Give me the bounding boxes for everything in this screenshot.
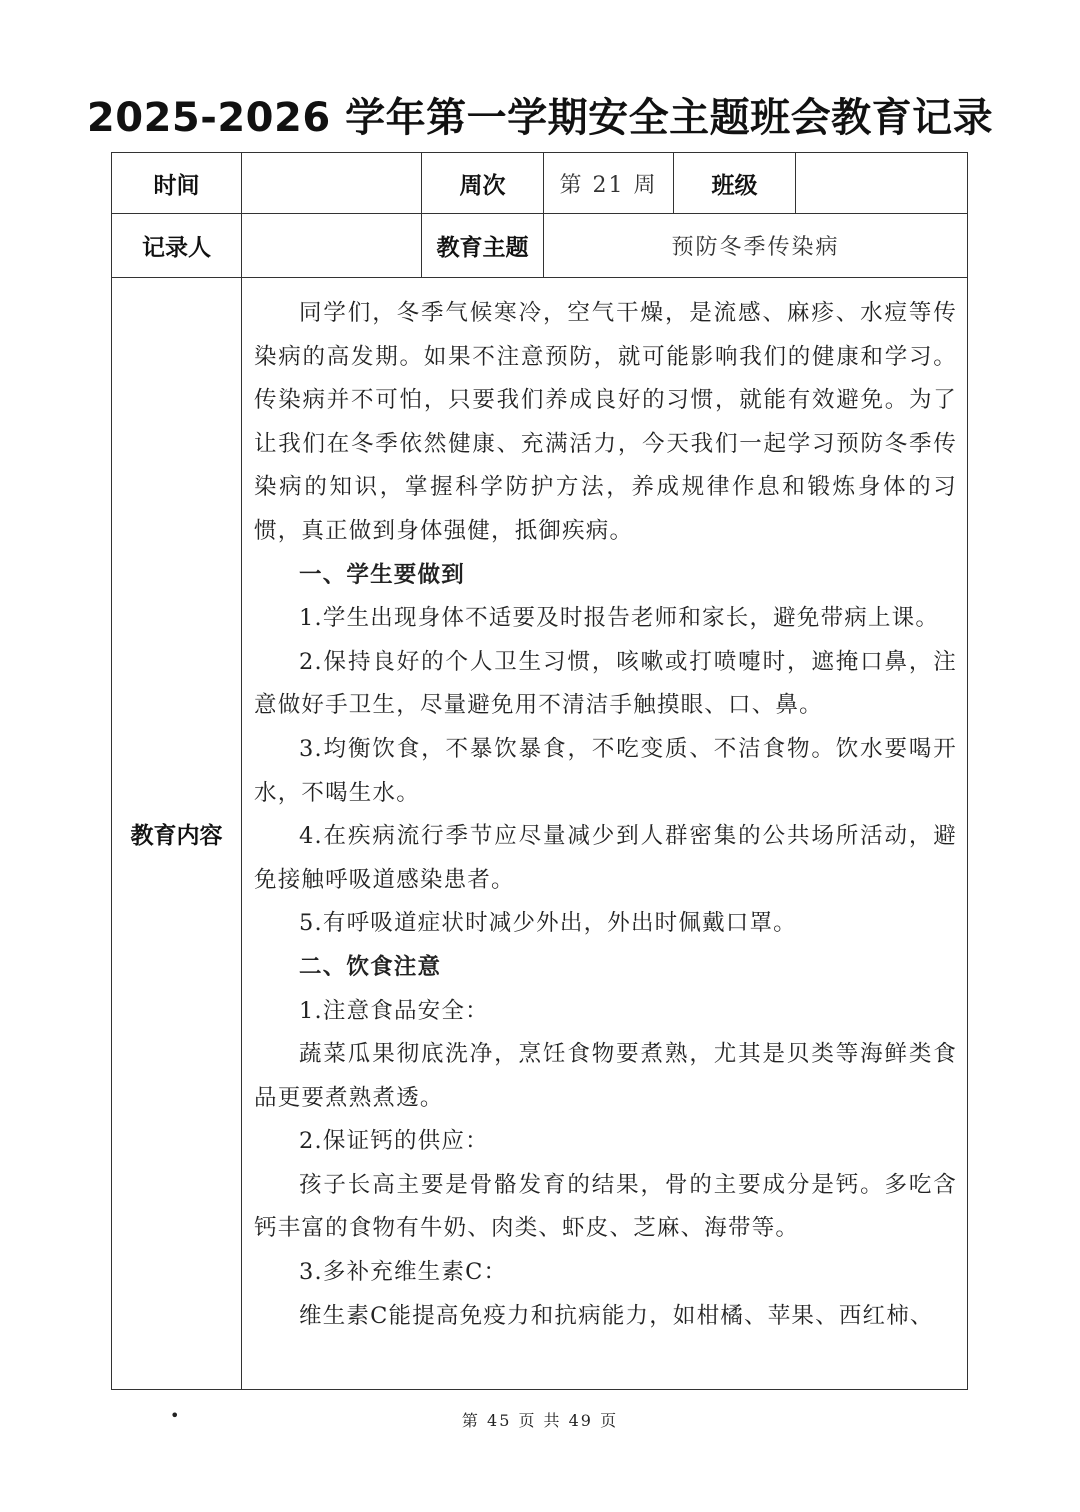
recorder-label: 记录人 [112,214,242,278]
content-paragraph: 1.注意食品安全： [299,997,489,1024]
content-paragraph: 2.保证钙的供应： [299,1128,489,1155]
theme-value[interactable]: 预防冬季传染病 [544,214,968,278]
content-paragraph: 同学们，冬季气候寒冷，空气干燥，是流感、麻疹、水痘等传染病的高发期。如果不注意预防，就可能影响我们的健康和学习。传染病并不可怕，只要我们养成良好的习惯，就能有效避免。为了让我们在冬季依然健康、充满活力，今天我们一起学习预防冬季传染病的知识，掌握科学防护方法，养成规律作息和锻炼身体的习惯，真正做到身体强健，抵御疾病。 [254,300,957,544]
table-row-time [112,153,968,214]
content-paragraph: 维生素C能提高免疫力和抗病能力，如柑橘、苹果、西红柿、 [299,1302,934,1329]
section-heading: 二、饮食注意 [299,953,442,980]
class-value[interactable] [796,153,968,214]
record-table [111,152,968,1390]
footer-bullet: • [170,1406,180,1425]
class-label: 班级 [674,153,796,214]
content-paragraph: 3.均衡饮食，不暴饮暴食，不吃变质、不洁食物。饮水要喝开水，不喝生水。 [254,735,957,806]
content-paragraph: 4.在疾病流行季节应尽量减少到人群密集的公共场所活动，避免接触呼吸道感染患者。 [254,823,957,893]
table-row-recorder [112,214,968,278]
content-body [242,278,967,1388]
content-paragraph: 3.多补充维生素C： [299,1259,508,1286]
week-value[interactable]: 第 21 周 [544,153,674,214]
time-value[interactable] [242,153,422,214]
page-number: 第 45 页 共 49 页 [461,1411,619,1430]
content-cell [242,278,968,1390]
table-row-content [112,278,968,1390]
section-heading: 一、学生要做到 [299,561,465,588]
content-label: 教育内容 [112,278,242,1390]
content-paragraph: 2.保持良好的个人卫生习惯，咳嗽或打喷嚏时，遮掩口鼻，注意做好手卫生，尽量避免用不清洁手触摸眼、口、鼻。 [254,648,957,719]
theme-label: 教育主题 [422,214,544,278]
recorder-value[interactable] [242,214,422,278]
page-title: 2025-2026 学年第一学期安全主题班会教育记录 [86,95,994,141]
week-label: 周次 [422,153,544,214]
content-paragraph: 孩子长高主要是骨骼发育的结果，骨的主要成分是钙。多吃含钙丰富的食物有牛奶、肉类、虾皮、芝麻、海带等。 [254,1171,957,1242]
content-paragraph: 5.有呼吸道症状时减少外出，外出时佩戴口罩。 [299,910,797,937]
content-paragraph: 蔬菜瓜果彻底洗净，烹饪食物要煮熟，尤其是贝类等海鲜类食品更要煮熟煮透。 [254,1041,957,1111]
time-label: 时间 [112,153,242,214]
content-paragraph: 1.学生出现身体不适要及时报告老师和家长，避免带病上课。 [299,605,940,632]
